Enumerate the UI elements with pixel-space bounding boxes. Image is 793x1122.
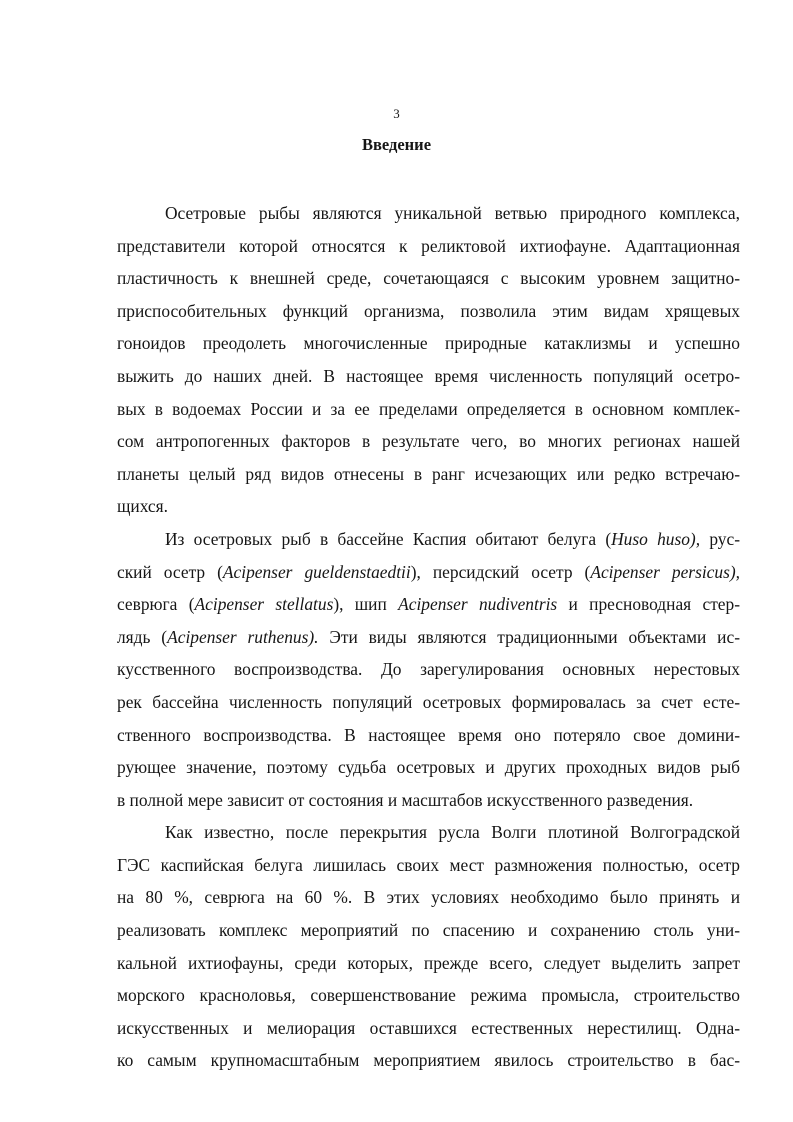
text-line: щихся. (117, 496, 168, 517)
text-line: Осетровые рыбы являются уникальной ветвью природного комплекса, (165, 203, 740, 223)
text-line: ский осетр (Acipenser gueldenstaedtii), персидский осетр (Acipenser persicus), (117, 561, 740, 582)
text-line: выжить до наших дней. В настоящее время численность популяций осетро- (117, 365, 740, 386)
paragraph-2 (117, 523, 740, 816)
text-line: в полной мере зависит от состояния и масштабов искусственного разведения. (117, 789, 694, 810)
species-name: Acipenser ruthenus). (167, 626, 319, 647)
page-title: Введение (361, 135, 432, 154)
paragraph-3 (117, 816, 740, 1077)
text-line: гоноидов преодолеть многочисленные природные катаклизмы и успешно (117, 333, 740, 354)
species-name: Acipenser gueldenstaedtii (222, 561, 411, 582)
text-line: лядь (Acipenser ruthenus). Эти виды являются традиционными объектами ис- (117, 626, 740, 647)
text-line: ГЭС каспийская белуга лишилась своих мест размножения полностью, осетр (117, 854, 740, 875)
text-line: искусственных и мелиорация оставшихся естественных нерестилищ. Одна- (117, 1017, 740, 1038)
page-number: 3 (393, 106, 400, 121)
text-line: кальной ихтиофауны, среди которых, прежде всего, следует выделить запрет (117, 952, 740, 973)
text-line: кусственного воспроизводства. До зарегулирования основных нерестовых (117, 659, 740, 680)
paragraph-1 (117, 197, 740, 523)
text-line: приспособительных функций организма, позволила этим видам хрящевых (117, 300, 740, 321)
text-line: планеты целый ряд видов отнесены в ранг исчезающих или редко встречаю- (117, 463, 740, 484)
text-line: морского красноловья, совершенствование режима промысла, строительство (117, 985, 740, 1006)
text-line: Как известно, после перекрытия русла Волги плотиной Волгоградской (165, 822, 740, 843)
species-name: Acipenser nudiventris (398, 594, 558, 615)
text-line: сом антропогенных факторов в результате чего, во многих регионах нашей (117, 431, 740, 452)
text-line: реализовать комплекс мероприятий по спасению и сохранению столь уни- (117, 920, 740, 941)
text-line: пластичность к внешней среде, сочетающаяся с высоким уровнем защитно- (117, 268, 740, 289)
text-line: рующее значение, поэтому судьба осетровых и других проходных видов рыб (117, 757, 740, 778)
text-line: Из осетровых рыб в бассейне Каспия обитают белуга (Huso huso), рус- (165, 528, 740, 549)
text-line: вых в водоемах России и за ее пределами определяется в основном комплек- (117, 398, 740, 419)
text-line: рек бассейна численность популяций осетровых формировалась за счет есте- (117, 691, 740, 712)
text-line: представители которой относятся к реликтовой ихтиофауне. Адаптационная (117, 235, 740, 256)
text-line: ственного воспроизводства. В настоящее время оно потеряло свое домини- (117, 724, 740, 745)
text-line: на 80 %, севрюга на 60 %. В этих условиях необходимо было принять и (117, 887, 740, 908)
species-name: Acipenser persicus), (590, 561, 740, 582)
species-name: Acipenser stellatus (194, 594, 334, 615)
species-name: Huso huso), (611, 528, 701, 549)
text-line: ко самым крупномасштабным мероприятием явилось строительство в бас- (117, 1050, 740, 1071)
text-line: севрюга (Acipenser stellatus), шип Acipenser nudiventris и пресноводная стер- (117, 594, 741, 615)
body-text (117, 197, 740, 1077)
